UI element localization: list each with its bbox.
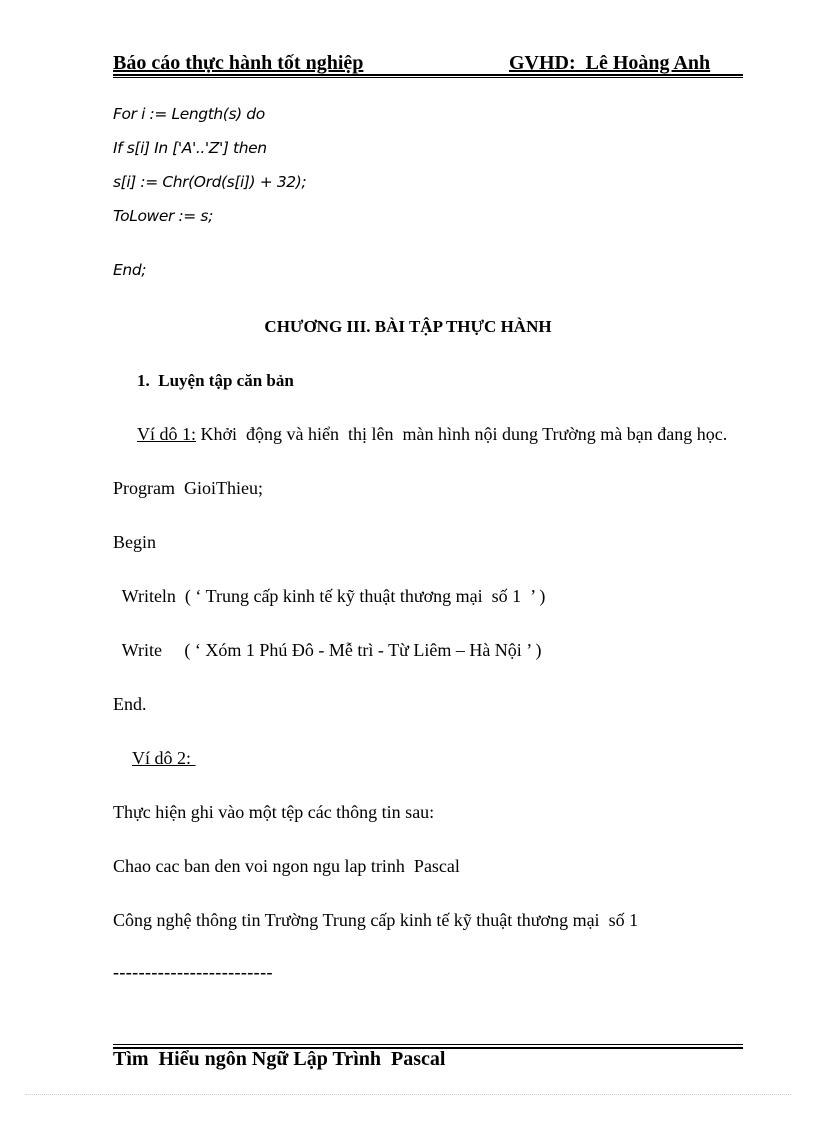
- program-line-4: Write ( ‘ Xóm 1 Phú Đô - Mễ trì - Từ Liêm – Hà Nội ’ ): [113, 640, 542, 660]
- example-1-paragraph: [137, 424, 727, 445]
- example-2-label: Ví dô 2:: [132, 748, 196, 768]
- code-line-5: End;: [113, 261, 147, 279]
- example-1-text: Khởi động và hiển thị lên màn hình nội dung Trường mà bạn đang học.: [196, 424, 728, 444]
- report-title: Báo cáo thực hành tốt nghiệp: [113, 52, 364, 74]
- section-title: 1. Luyện tập căn bản: [137, 371, 294, 390]
- body-line-2: Chao cac ban den voi ngon ngu lap trinh Pascal: [113, 856, 460, 876]
- footer-rule-thin: [113, 1044, 743, 1045]
- instructor-name: GVHD: Lê Hoàng Anh: [509, 52, 711, 74]
- header-rule-thin: [113, 77, 743, 78]
- code-line-2: If s[i] In ['A'..'Z'] then: [113, 139, 267, 157]
- code-line-3: s[i] := Chr(Ord(s[i]) + 32);: [113, 173, 307, 191]
- program-line-5: End.: [113, 694, 147, 714]
- body-line-1: Thực hiện ghi vào một tệp các thông tin sau:: [113, 802, 435, 822]
- code-line-4: ToLower := s;: [113, 207, 213, 225]
- page-bottom-dotted-line: [25, 1094, 791, 1095]
- body-line-3: Công nghệ thông tin Trường Trung cấp kinh tế kỹ thuật thương mại số 1: [113, 910, 639, 930]
- program-line-3: Writeln ( ‘ Trung cấp kinh tế kỹ thuật thương mại số 1 ’ ): [113, 586, 546, 606]
- chapter-title: CHƯƠNG III. BÀI TẬP THỰC HÀNH: [264, 317, 552, 336]
- dashed-separator: -------------------------: [113, 962, 273, 982]
- example-1-label: Ví dô 1:: [137, 424, 197, 444]
- program-line-2: Begin: [113, 532, 156, 552]
- code-line-1: For i := Length(s) do: [113, 105, 265, 123]
- header-rule-thick: [113, 74, 743, 76]
- footer-title: Tìm Hiểu ngôn Ngữ Lập Trình Pascal: [113, 1048, 446, 1070]
- program-line-1: Program GioiThieu;: [113, 478, 263, 498]
